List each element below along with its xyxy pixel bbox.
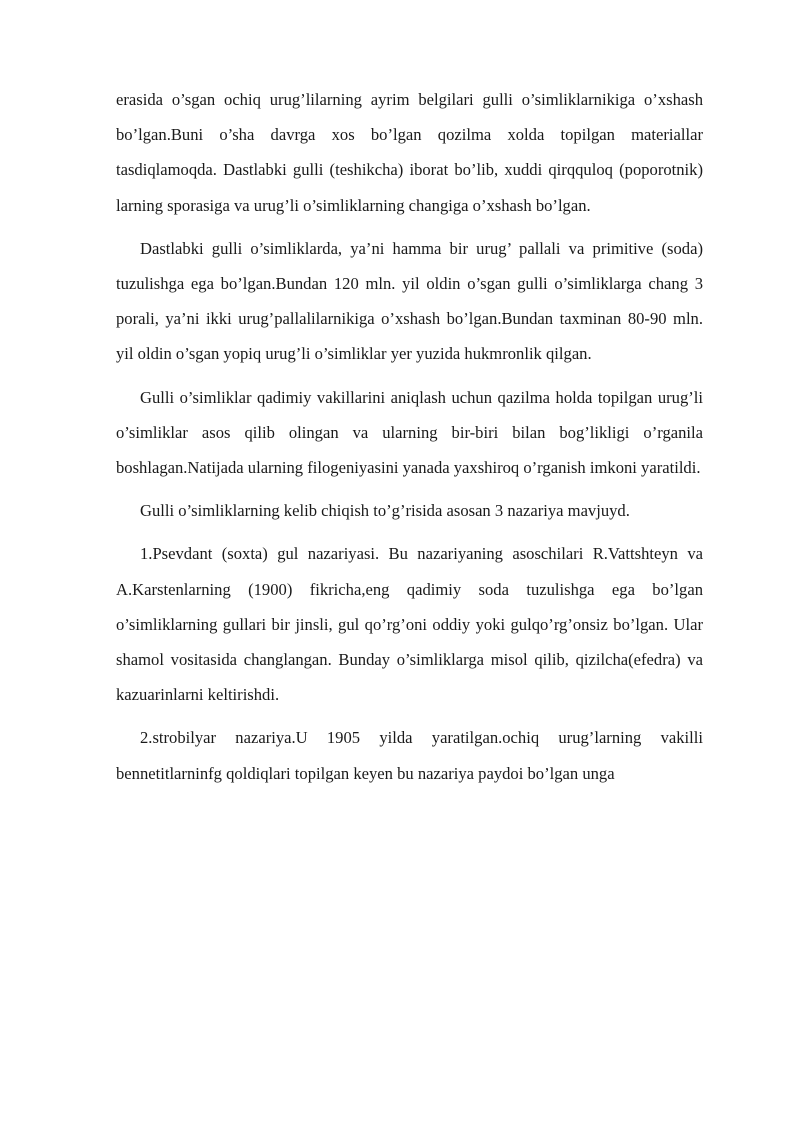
paragraph-6: 2.strobilyar nazariya.U 1905 yilda yaratilgan.ochiq urug’larning vakilli bennetitlarninfg qoldiqlari topilgan keyen bu nazariya paydoi bo’lgan unga — [116, 728, 703, 783]
paragraph-4: Gulli o’simliklarning kelib chiqish to’g’risida asosan 3 nazariya mavjuyd. — [140, 501, 630, 521]
paragraph-3: Gulli o’simliklar qadimiy vakillarini aniqlash uchun qazilma holda topilgan urug’li o’simliklar asos qilib olingan va ularning bir-biri bilan bog’likligi o’rganila boshlagan.Natijada ularning filogeniyasini yanada yaxshiroq o’rganish imkoni yaratildi. — [116, 387, 703, 478]
paragraph-1: erasida o’sgan ochiq urug’lilarning ayrim belgilari gulli o’simliklarnikiga o’xshash bo’lgan.Buni o’sha davrga xos bo’lgan qozilma xolda topilgan materiallar tasdiqlamoqda. Dastlabki gulli (teshikcha) iborat bo’lib, xuddi qirqquloq (poporotnik) larning sporasiga va urug’li o’simliklarning changiga o’xshash bo’lgan. — [116, 90, 703, 215]
paragraph-2: Dastlabki gulli o’simliklarda, ya’ni hamma bir urug’ pallali va primitive (soda) tuzulishga ega bo’lgan.Bundan 120 mln. yil oldin o’sgan gulli o’simliklarga chang 3 porali, ya’ni ikki urug’pallalilarnikiga o’xshash bo’lgan.Bundan taxminan 80-90 mln. yil oldin o’sgan yopiq urug’li o’simliklar yer yuzida hukmronlik qilgan. — [116, 238, 703, 364]
document-page — [116, 82, 703, 791]
paragraph-5: 1.Psevdant (soxta) gul nazariyasi. Bu nazariyaning asoschilari R.Vattshteyn va A.Karstenlarning (1900) fikricha,eng qadimiy soda tuzulishga ega bo’lgan o’simliklarning gullari bir jinsli, gul qo’rg’oni oddiy yoki gulqo’rg’onsiz bo’lgan. Ular shamol vositasida changlangan. Bunday o’simliklarga misol qilib, qizilcha(efedra) va kazuarinlarni keltirishdi. — [116, 544, 703, 705]
